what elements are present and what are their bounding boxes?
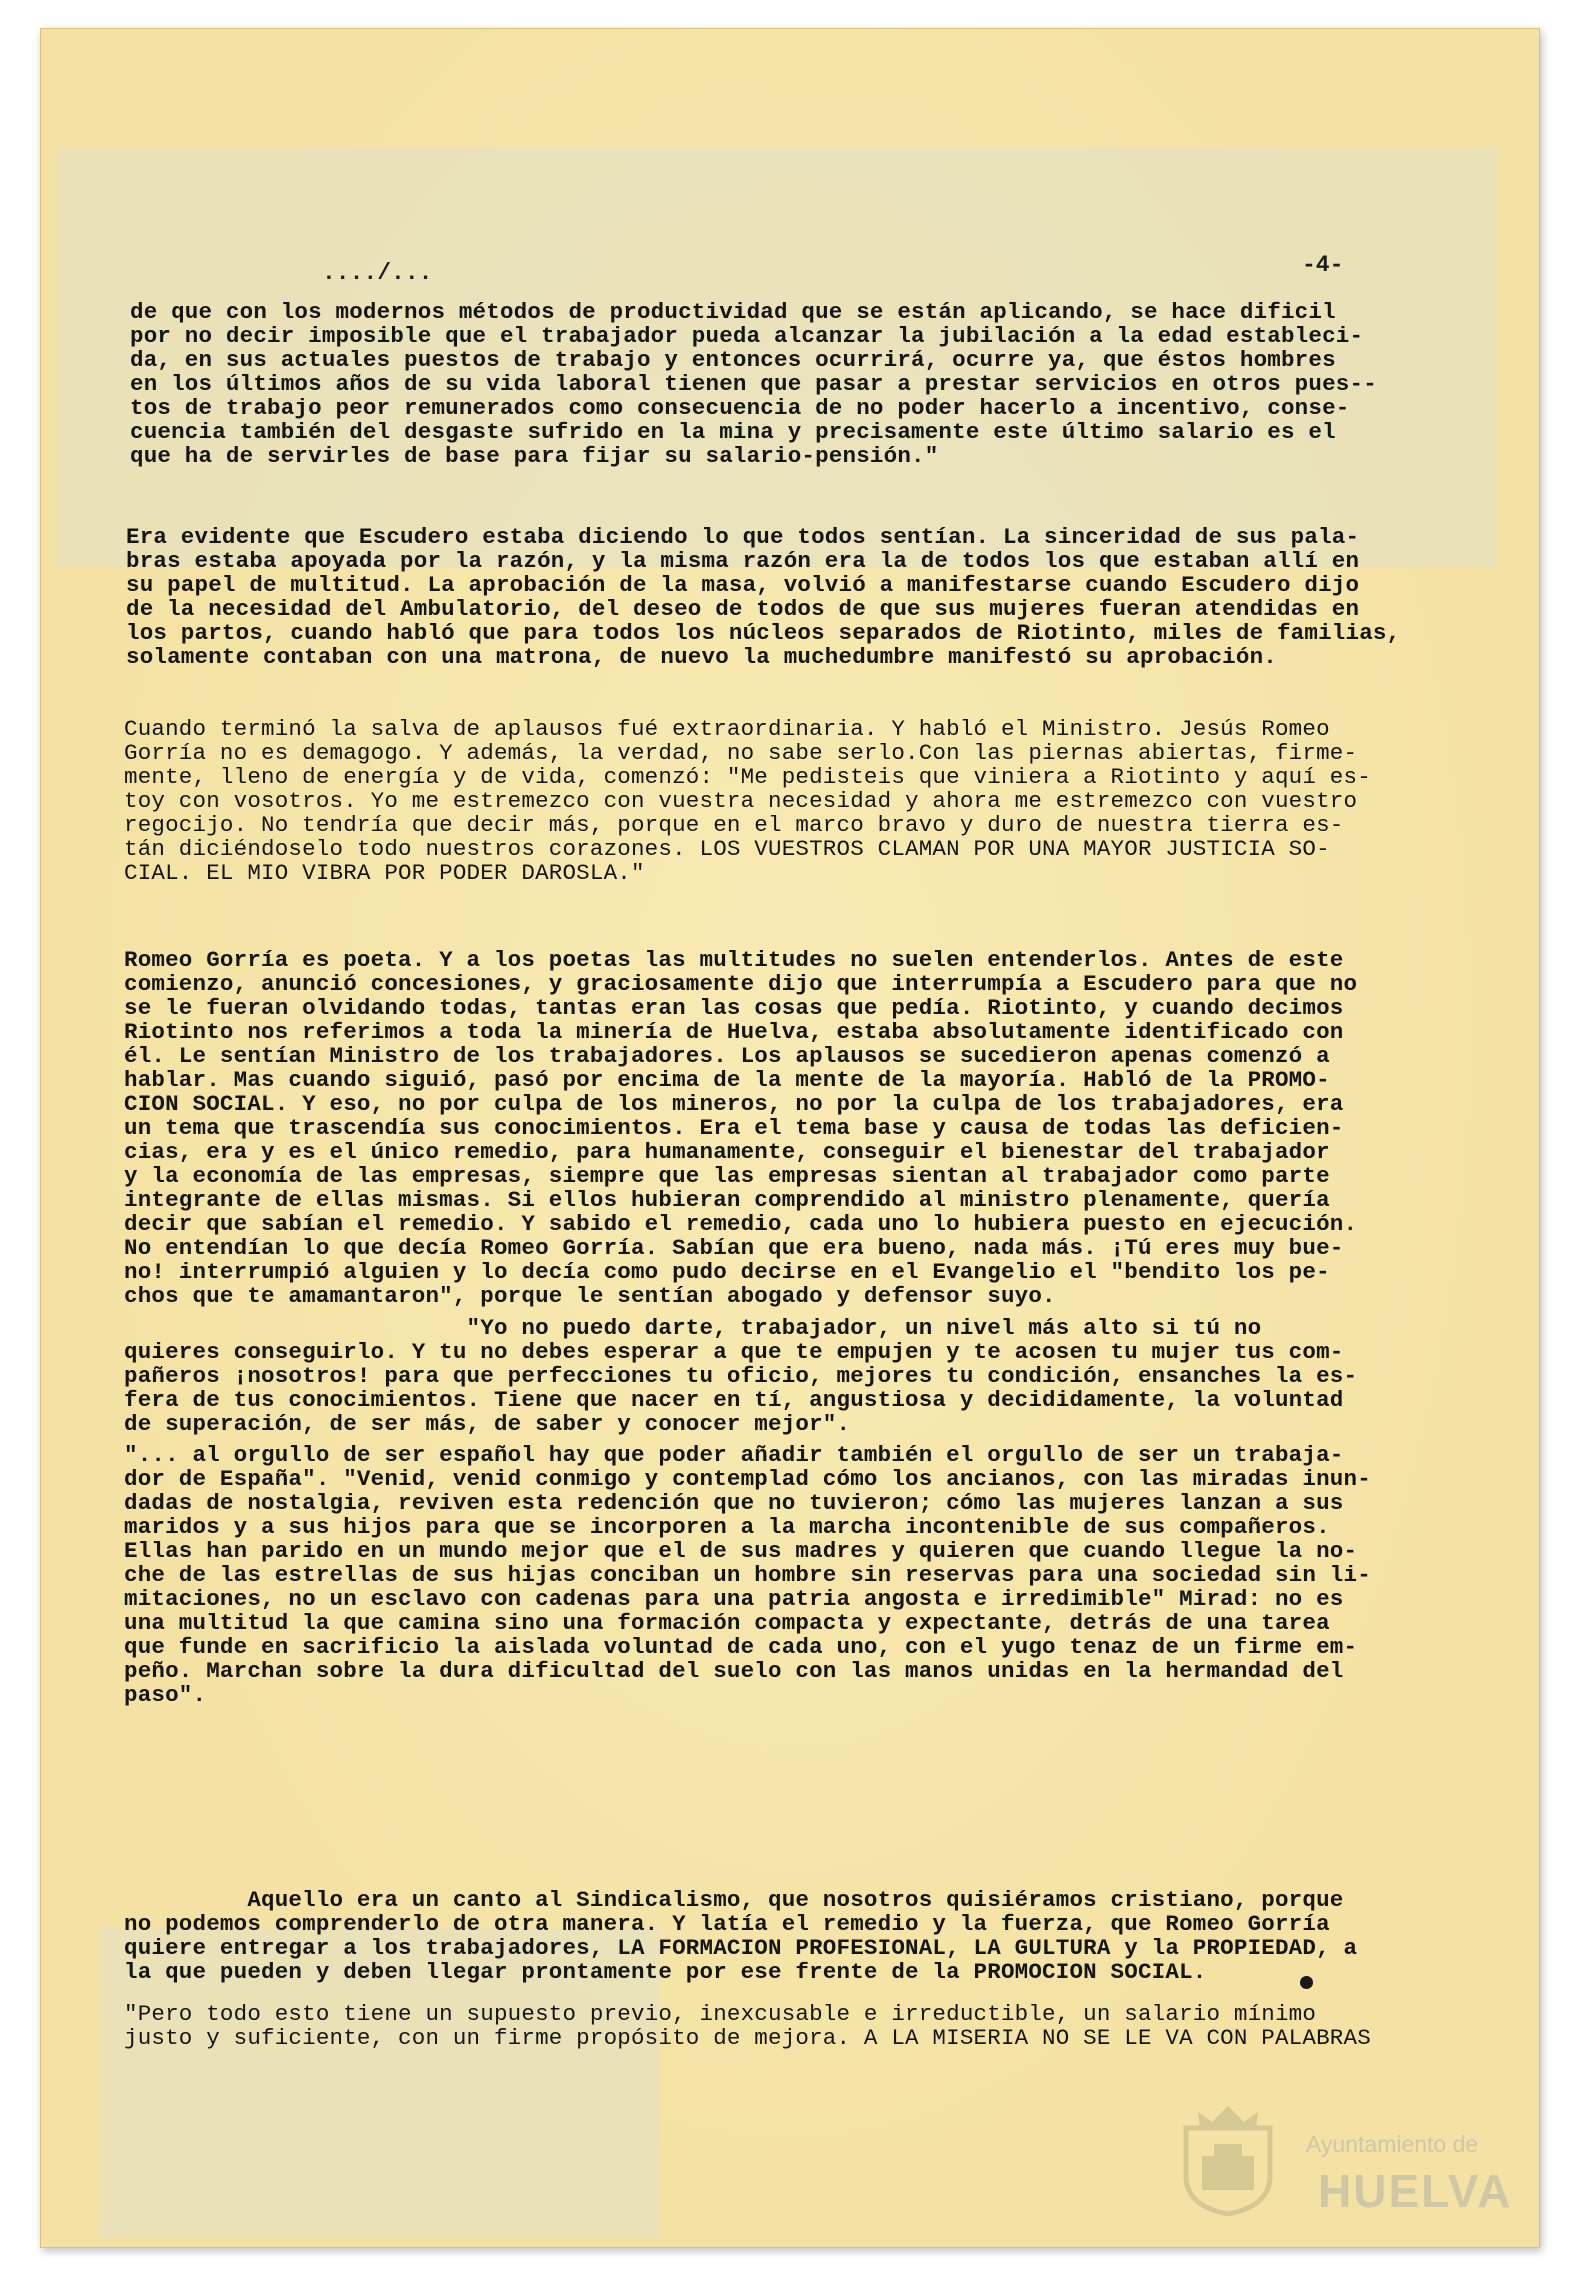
- text-line: los partos, cuando habló que para todos los núcleos separados de Riotinto, miles de familias,: [126, 620, 1401, 646]
- text-line: che de las estrellas de sus hijas conciban un hombre sin reservas para una sociedad sin li-: [124, 1562, 1371, 1588]
- text-line: cias, era y es el único remedio, para humanamente, conseguir el bienestar del trabajador: [124, 1139, 1330, 1165]
- text-line: que ha de servirles de base para fijar su salario-pensión.": [130, 443, 939, 469]
- text-line: "Pero todo esto tiene un supuesto previo, inexcusable e irreductible, un salario mínimo: [124, 2001, 1317, 2027]
- text-line: comienzo, anunció concesiones, y graciosamente dijo que interrumpía a Escudero para que no: [124, 971, 1358, 997]
- text-line: y la economía de las empresas, siempre que las empresas sientan al trabajador como parte: [124, 1163, 1330, 1189]
- text-line: peño. Marchan sobre la dura dificultad del suelo con las manos unidas en la hermandad del: [124, 1658, 1344, 1684]
- text-line: Riotinto nos referimos a toda la minería de Huelva, estaba absolutamente identificado con: [124, 1019, 1344, 1045]
- text-line: CION SOCIAL. Y eso, no por culpa de los mineros, no por la culpa de los trabajadores, era: [124, 1091, 1344, 1117]
- text-line: solamente contaban con una matrona, de nuevo la muchedumbre manifestó su aprobación.: [126, 644, 1277, 670]
- text-line: que funde en sacrificio la aislada voluntad de cada uno, con el yugo tenaz de un firme em-: [124, 1634, 1358, 1660]
- paragraph: [124, 2002, 1371, 2050]
- text-line: en los últimos años de su vida laboral tienen que pasar a prestar servicios en otros pues--: [130, 371, 1377, 397]
- text-line: Aquello era un canto al Sindicalismo, que nosotros quisiéramos cristiano, porque: [124, 1887, 1344, 1913]
- paragraph: [124, 1443, 1371, 1707]
- text-line: él. Le sentían Ministro de los trabajadores. Los aplausos se sucedieron apenas comenzó a: [124, 1043, 1330, 1069]
- text-line: dadas de nostalgia, reviven esta redención que no tuvieron; cómo las mujeres lanzan a sus: [124, 1490, 1344, 1516]
- text-line: chos que te amamantaron", porque le sentían abogado y defensor suyo.: [124, 1283, 1056, 1309]
- text-line: no podemos comprenderlo de otra manera. Y latía el remedio y la fuerza, que Romeo Gorría: [124, 1911, 1330, 1937]
- watermark-line-2: HUELVA: [1318, 2165, 1513, 2217]
- paragraph: [124, 717, 1371, 885]
- text-line: Era evidente que Escudero estaba diciendo lo que todos sentían. La sinceridad de sus pala-: [126, 524, 1360, 550]
- text-line: no! interrumpió alguien y lo decía como pudo decirse en el Evangelio el "bendito los pe-: [124, 1259, 1330, 1285]
- coat-of-arms-icon: [1176, 2098, 1280, 2216]
- text-line: integrante de ellas mismas. Si ellos hubieran comprendido al ministro plenamente, quería: [124, 1187, 1330, 1213]
- text-line: paso".: [124, 1682, 207, 1708]
- text-line: se le fueran olvidando todas, tantas eran las cosas que pedía. Riotinto, y cuando decimos: [124, 995, 1344, 1021]
- text-line: Romeo Gorría es poeta. Y a los poetas las multitudes no suelen entenderlos. Antes de este: [124, 947, 1344, 973]
- text-line: quiere entregar a los trabajadores, LA FORMACION PROFESIONAL, LA GULTURA y la PROPIEDAD, a: [124, 1935, 1358, 1961]
- text-line: No entendían lo que decía Romeo Gorría. Sabían que era bueno, nada más. ¡Tú eres muy bue-: [124, 1235, 1344, 1261]
- text-line: toy con vosotros. Yo me estremezco con vuestra necesidad y ahora me estremezco con vuestro: [124, 788, 1358, 814]
- text-line: Gorría no es demagogo. Y además, la verdad, no sabe serlo.Con las piernas abiertas, firme-: [124, 740, 1358, 766]
- text-line: de superación, de ser más, de saber y conocer mejor".: [124, 1411, 851, 1437]
- text-line: "... al orgullo de ser español hay que poder añadir también el orgullo de ser un trabaja-: [124, 1442, 1344, 1468]
- text-line: por no decir imposible que el trabajador pueda alcanzar la jubilación a la edad estableci-: [130, 323, 1364, 349]
- text-line: bras estaba apoyada por la razón, y la misma razón era la de todos los que estaban allí en: [126, 548, 1360, 574]
- paragraph: [124, 948, 1357, 1308]
- text-line: dor de España". "Venid, venid conmigo y contemplad cómo los ancianos, con las miradas inun-: [124, 1466, 1371, 1492]
- text-line: pañeros ¡nosotros! para que perfecciones tu oficio, mejores tu condición, ensanches la es-: [124, 1363, 1358, 1389]
- text-line: su papel de multitud. La aprobación de la masa, volvió a manifestarse cuando Escudero dijo: [126, 572, 1360, 598]
- text-line: tán diciéndoselo todo nuestros corazones. LOS VUESTROS CLAMAN POR UNA MAYOR JUSTICIA SO-: [124, 836, 1330, 862]
- watermark-line-1: Ayuntamiento de: [1306, 2131, 1479, 2157]
- text-line: CIAL. EL MIO VIBRA POR PODER DAROSLA.": [124, 860, 645, 886]
- text-line: mitaciones, no un esclavo con cadenas para una patria angosta e irredimible" Mirad: no es: [124, 1586, 1344, 1612]
- text-line: Cuando terminó la salva de aplausos fué extraordinaria. Y habló el Ministro. Jesús Romeo: [124, 716, 1330, 742]
- text-line: decir que sabían el remedio. Y sabido el remedio, cada uno lo hubiera puesto en ejecución.: [124, 1211, 1358, 1237]
- text-line: fera de tus conocimientos. Tiene que nacer en tí, angustiosa y decididamente, la voluntad: [124, 1387, 1344, 1413]
- text-line: de la necesidad del Ambulatorio, del deseo de todos de que sus mujeres fueran atendidas en: [126, 596, 1360, 622]
- text-line: cuencia también del desgaste sufrido en la mina y precisamente este último salario es el: [130, 419, 1336, 445]
- text-line: mente, lleno de energía y de vida, comenzó: "Me pedisteis que viniera a Riotinto y aquí es-: [124, 764, 1371, 790]
- text-line: Ellas han parido en un mundo mejor que el de sus madres y quieren que cuando llegue la no-: [124, 1538, 1358, 1564]
- text-line: quieres conseguirlo. Y tu no debes esperar a que te empujen y te acosen tu mujer tus com-: [124, 1339, 1344, 1365]
- text-line: de que con los modernos métodos de productividad que se están aplicando, se hace dificil: [130, 299, 1336, 325]
- paragraph: [124, 1316, 1357, 1436]
- text-line: maridos y a sus hijos para que se incorporen a la marcha incontenible de sus compañeros.: [124, 1514, 1330, 1540]
- text-line: hablar. Mas cuando siguió, pasó por encima de la mente de la mayoría. Habló de la PROMO-: [124, 1067, 1330, 1093]
- text-line: una multitud la que camina sino una formación compacta y expectante, detrás de una tarea: [124, 1610, 1330, 1636]
- text-line: justo y suficiente, con un firme propósito de mejora. A LA MISERIA NO SE LE VA CON PALABRAS: [124, 2025, 1371, 2051]
- text-line: tos de trabajo peor remunerados como consecuencia de no poder hacerlo a incentivo, conse-: [130, 395, 1350, 421]
- text-line: la que pueden y deben llegar prontamente por ese frente de la PROMOCION SOCIAL.: [124, 1959, 1207, 1985]
- text-line: da, en sus actuales puestos de trabajo y entonces ocurrirá, ocurre ya, que éstos hombres: [130, 347, 1336, 373]
- continuation-mark: ..../...: [322, 260, 433, 286]
- paragraph: [130, 300, 1377, 468]
- bullet-dot: [1300, 1976, 1313, 1989]
- page-number: -4-: [1302, 252, 1344, 278]
- paragraph: [126, 525, 1400, 669]
- text-line: un tema que trascendía sus conocimientos. Era el tema base y causa de todas las deficien-: [124, 1115, 1344, 1141]
- text-line: regocijo. No tendría que decir más, porque en el marco bravo y duro de nuestra tierra es-: [124, 812, 1344, 838]
- text-line: "Yo no puedo darte, trabajador, un nivel más alto si tú no: [124, 1315, 1262, 1341]
- paragraph: [124, 1888, 1357, 1984]
